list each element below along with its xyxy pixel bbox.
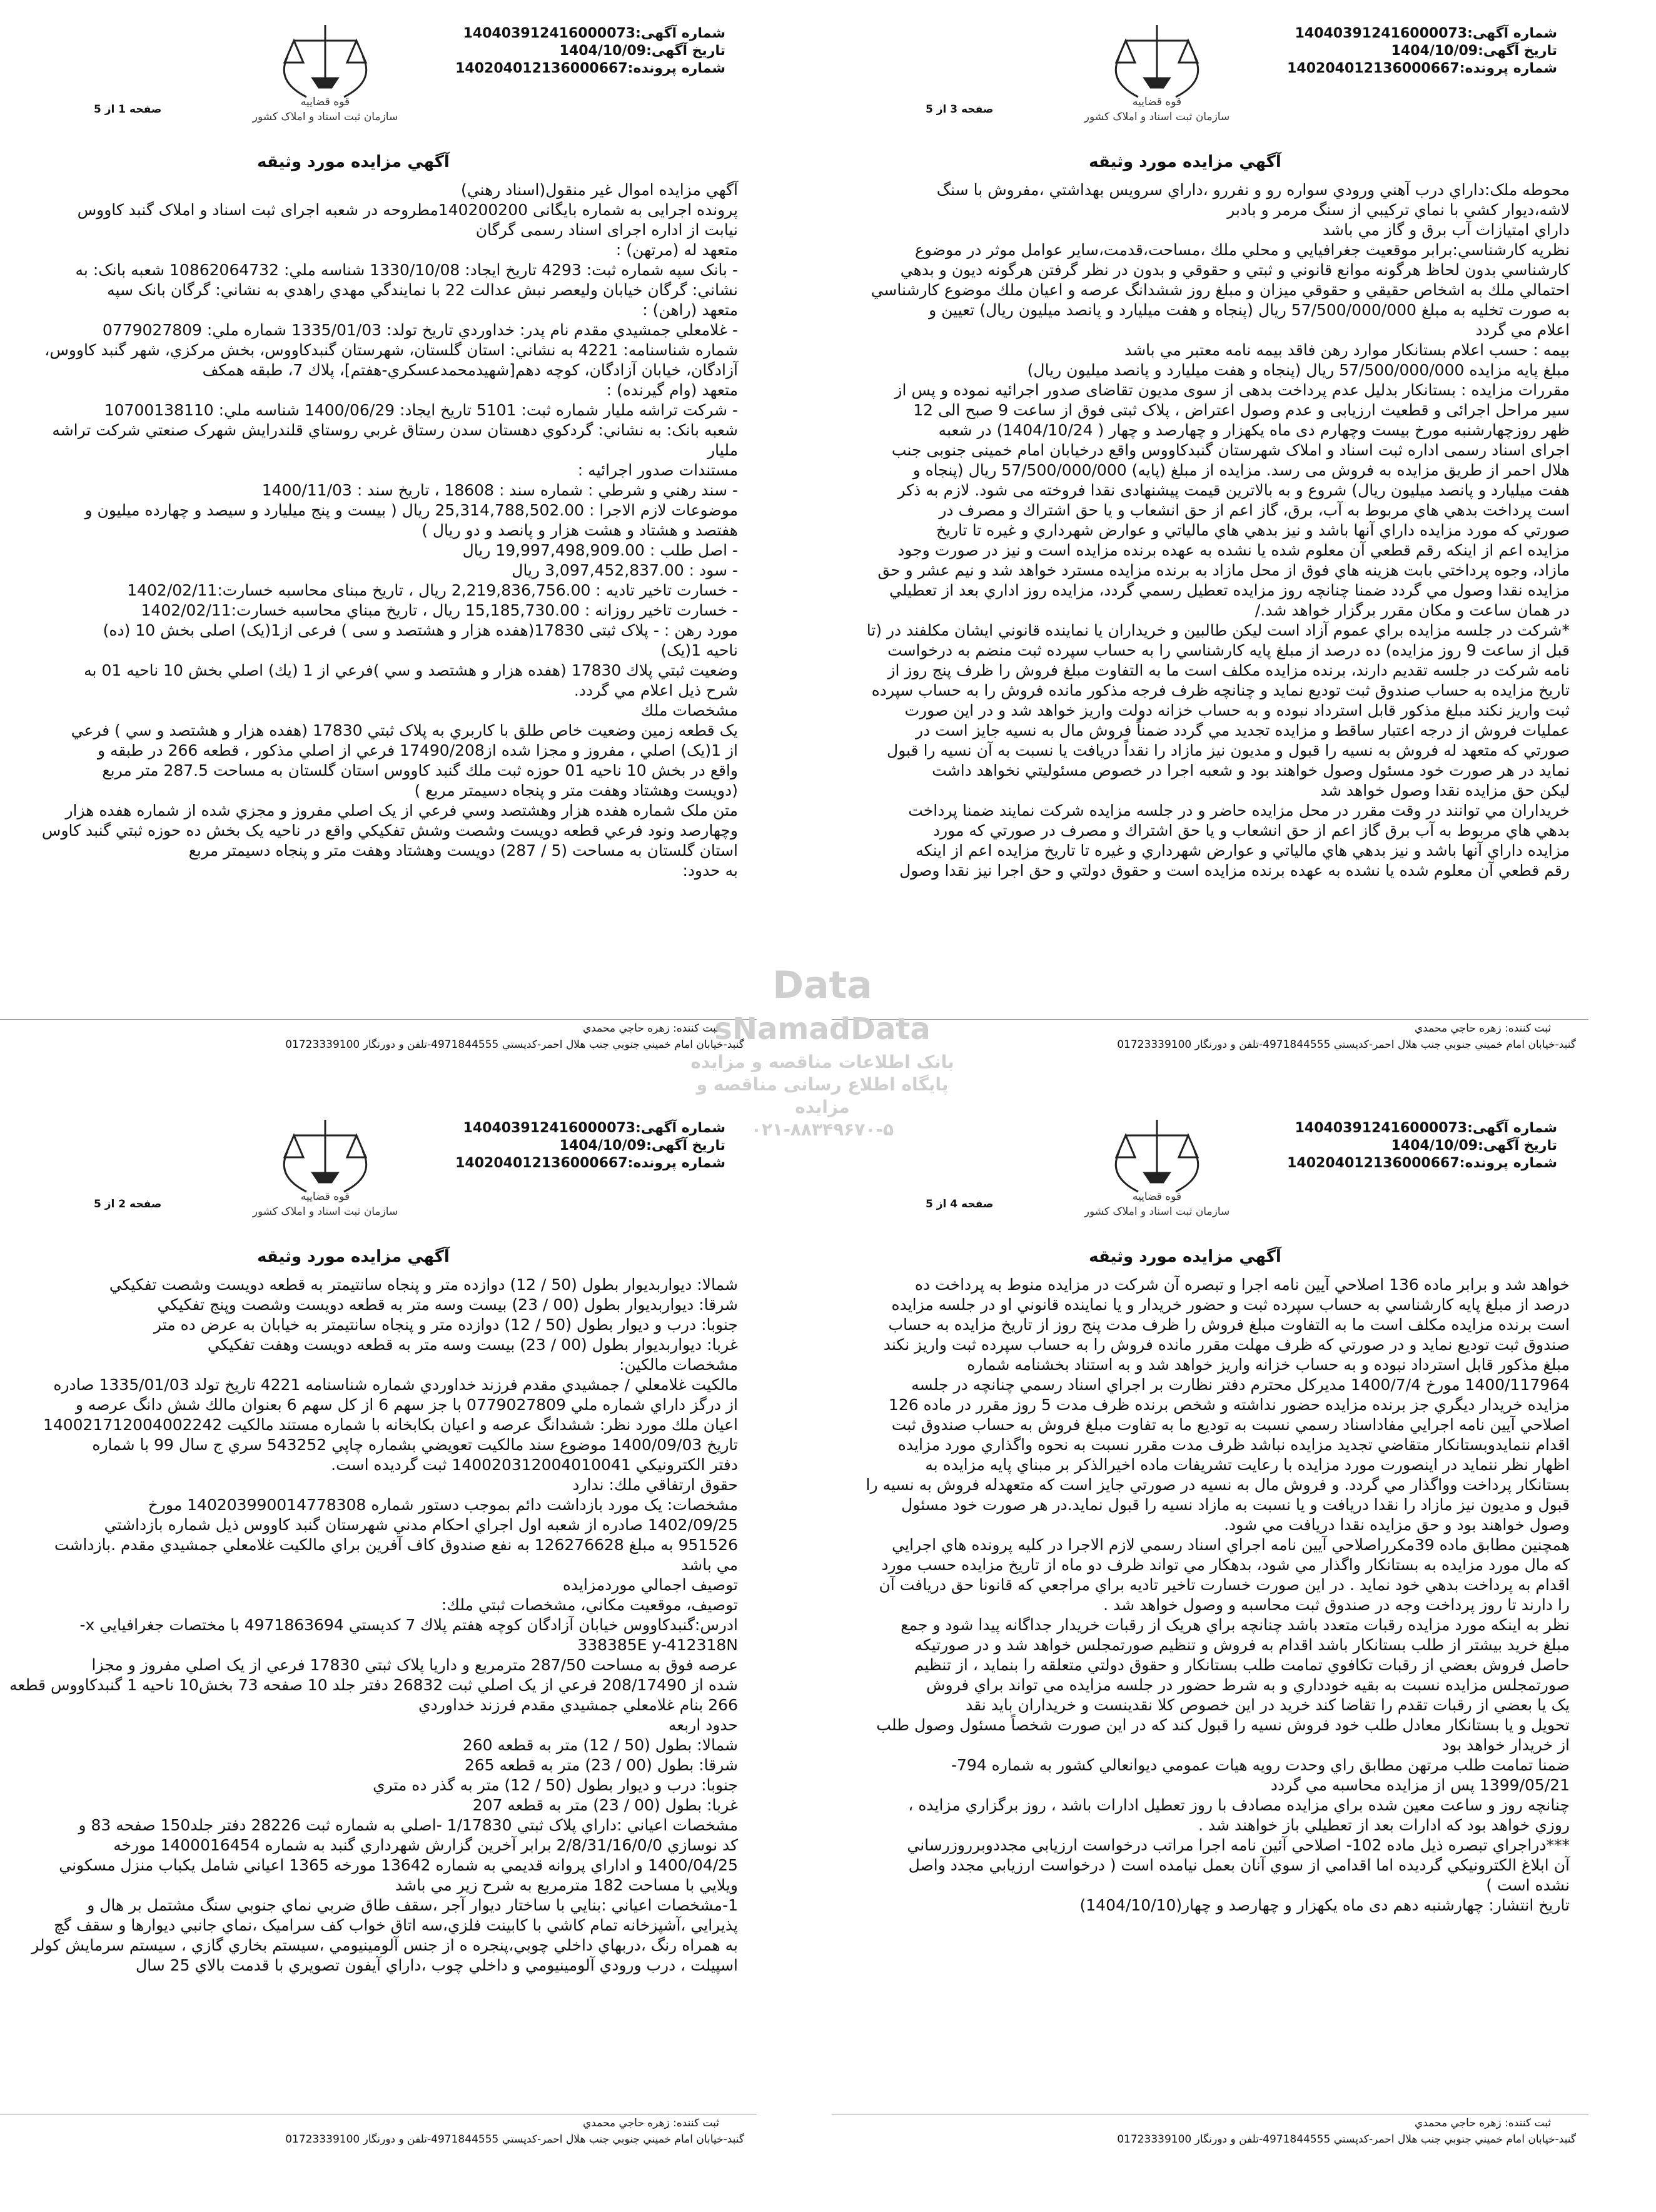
- text-line: حاصل فروش بعضي از رقبات تکافوي تمامت طلب بستانکار و حقوق دولتي متعلقه را بنمايد ، از تنظيم: [914, 1656, 1570, 1674]
- text-line: دفتر الكترونيكي 140020312004010041 ثبت گرديده است.: [331, 1456, 738, 1474]
- text-line: - سند رهني و شرطي : شماره سند : 18608 ، تاريخ سند : 1400/11/03: [261, 481, 738, 499]
- text-line: بستانکار پرداخت وواگذار مي گردد. و فروش مال به نسيه در صورتي جايز است که متعهدله فروش به نسيه را: [866, 1476, 1570, 1494]
- text-line: اظهار نظر ننمايد در اينصورت مورد مزايده با رعايت تشريفات ماده اخيرالذکر بر مبناي پايه مزايده به: [925, 1456, 1570, 1474]
- text-line: آزادگان، خيابان آزادگان، كوچه دهم[شهيدمحمدعسكري-هفتم]، پلاك 7، طبقه همكف: [202, 361, 738, 379]
- text-line: نشاني: گرگان خيابان وليعصر نبش عدالت 22 با نمايندگي مهدي راهدي به نشاني: گرگان بانک سپه: [107, 281, 738, 299]
- text-line: مشخصات اعياني :داراي پلاک ثبتي 1/17830 -اصلي به شماره ثبت 28226 دفتر جلد150 صفحه 83 و: [78, 1816, 738, 1834]
- text-line: متعهد له (مرتهن) :: [615, 241, 738, 259]
- text-line: يک يا بعضي از رقبات تقدم را تقاضا کند خريد در اين خصوص کلا نقدينست و خريداران بايد نقد: [966, 1696, 1570, 1714]
- text-line: پرونده اجرایی به شماره بایگانی 140200200مطروحه در شعبه اجرای ثبت اسناد و املاک گنبد کاووس: [77, 201, 738, 219]
- text-line: از خريدار خواهد بود: [1442, 1736, 1570, 1754]
- text-line: واقع در بخش 10 ناحيه 01 حوزه ثبت ملك گنبد كاووس استان گلستان به مساحت 287.5 متر مربع: [102, 761, 738, 779]
- text-line: موضوعات لازم الاجرا : 25,314,788,502.00 ريال ( بيست و پنج ميليارد و سيصد و چهارده ميليون و: [84, 501, 738, 519]
- page-3-panel: [832, 6, 1588, 1057]
- text-line: از 1(يک) اصلي ، مفروز و مجزا شده از17490/208 فرعي از اصلي مذكور ، قطعه 266 در طبقه و: [97, 741, 738, 759]
- text-line: شمالا: بطول (50 / 12) متر به قطعه 260: [462, 1736, 738, 1754]
- notice-title: آگهي مزايده مورد وثيقه: [257, 1247, 450, 1266]
- text-line: است پرداخت بدهي هاي مربوط به آب، برق، گاز اعم از حق انشعاب و يا حق اشتراك و مصرف در: [939, 501, 1570, 519]
- page-number: صفحه 3 از 5: [926, 103, 994, 116]
- text-line: همچنين مطابق ماده 39مکرراصلاحي آيين نامه اجراي اسناد رسمي لازم الاجرا در کليه پرونده هاي اجرايي: [892, 1536, 1570, 1554]
- text-line: روزي خواهد بود که ادارات بعد از تعطيلي باز خواهند شد .: [1198, 1816, 1570, 1834]
- text-line: مورد رهن : - پلاک ثبتی 17830(هفده هزار و هشتصد و سی ) فرعی از1(یک) اصلی بخش 10 (ده): [103, 621, 738, 639]
- scales-of-justice-icon: [1044, 1114, 1270, 1220]
- notice-body: [6, 180, 750, 881]
- text-line: 1-مشخصات اعياني :بنايي با ساختار ديوار آجر ،سقف طاق ضربي نماي جنوبي سنگ مشتمل بر هال و: [87, 1896, 738, 1914]
- text-line: خواهد شد و برابر ماده 136 اصلاحي آيين نامه اجرا و تبصره آن شرکت در مزايده منوط به پرداخت ده: [914, 1276, 1570, 1294]
- page-footer: ثبت کننده: زهره حاجي محمدي گنبد-خيابان امام خميني جنوبي جنب هلال احمر-کدپستي 4971844555-تلفن و دورنگار 01723339100: [0, 2114, 757, 2152]
- notice-body: [838, 1275, 1582, 1915]
- watermark: Data sNamadData بانک اطلاعات مناقصه و مزایده پایگاه اطلاع رسانی مناقصه و مزایده ۰۲۱-۸۸۳۴۹۶۷۰-۵: [690, 963, 954, 1140]
- page-header: [6, 6, 750, 150]
- ad-meta: شماره آگهی:140403912416000073 تاریخ آگهی:1404/10/09 شماره پرونده:140204012136000667: [455, 1120, 725, 1171]
- page-footer: ثبت کننده: زهره حاجي محمدي گنبد-خيابان امام خميني جنوبي جنب هلال احمر-کدپستي 4971844555-تلفن و دورنگار 01723339100: [832, 1019, 1588, 1057]
- text-line: جنوبا: درب و ديوار بطول (50 / 12) دوازده متر و پنجاه سانتيمتر به خيابان به عرض ده متر: [153, 1316, 738, 1334]
- svg-text:سازمان ثبت اسناد و املاک کشور: سازمان ثبت اسناد و املاک کشور: [1084, 111, 1230, 123]
- text-line: ويلايي با مساحت 182 مترمربع به شرح زير مي باشد: [395, 1876, 738, 1894]
- svg-text:قوه قضاییه: قوه قضاییه: [300, 1190, 350, 1203]
- text-line: مشخصات: يک مورد بازداشت دائم بموجب دستور شماره 140203990014778308 مورخ: [148, 1496, 738, 1514]
- text-line: 1400/117964 مورخ 1400/7/4 مديرکل محترم دفتر نظارت بر اجراي اسناد رسمي چنانچه در جلسه: [911, 1376, 1570, 1394]
- text-line: عمليات فروش از درجه اعتبار ساقط و مزايده تجديد مي گردد ضمناً فروش مال به نسيه جايز است در: [916, 721, 1570, 739]
- page-number: صفحه 1 از 5: [94, 103, 162, 116]
- text-line: يک قطعه زمين وضعيت خاص طلق با كاربري به پلاک ثبتي 17830 (هفده هزار و هشتصد و سي ) فرعي: [71, 721, 738, 739]
- text-line: ليکن حق مزايده نقدا وصول خواهد شد: [1320, 781, 1570, 799]
- scales-of-justice-icon: [1044, 19, 1270, 125]
- text-line: 1402/09/25 صادره از شعبه اول اجراي احكام مدني شهرستان گنبد كاووس ذيل شماره بازداشتي: [104, 1516, 738, 1534]
- notice-title: آگهي مزايده مورد وثيقه: [257, 153, 450, 171]
- text-line: متعهد (راهن) :: [642, 301, 738, 319]
- text-line: مزايده داراي آنها باشد و نيز بدهي هاي مالياتي و عوارض شهرداري و غيره تا تاريخ مزايده اعم از اينكه: [916, 841, 1570, 860]
- text-line: - اصل طلب : 19,997,498,909.00 ريال: [462, 541, 738, 559]
- text-line: آگهي مزايده اموال غير منقول(اسناد رهني): [460, 181, 738, 199]
- text-line: مزايده خريدار ديگري جز برنده مزايده حضور نداشته و شخص برنده ظرف مدت 5 روز مقرر در ماده 126: [888, 1396, 1570, 1414]
- page-footer: ثبت کننده: زهره حاجي محمدي گنبد-خيابان امام خميني جنوبي جنب هلال احمر-کدپستي 4971844555-تلفن و دورنگار 01723339100: [832, 2114, 1588, 2152]
- text-line: چنانچه روز و ساعت معين شده براي مزايده مصادف با روز تعطيل ادارات باشد ، روز برگزاري مزايده ،: [908, 1796, 1570, 1814]
- notice-body: [838, 180, 1582, 881]
- text-line: *شرکت در جلسه مزايده براي عموم آزاد است ليکن طالبين و خريداران يا نماينده قانوني ايشان مکلفند در (تا: [866, 621, 1570, 639]
- text-line: شده از 208/17490 فرعي از يک اصلي ثبت 26832 دفتر جلد 10 صفحه 73 بخش10 ناحيه 1 گنبدكاووس قطعه: [9, 1676, 738, 1694]
- page-2-panel: [0, 1101, 757, 2152]
- svg-text:قوه قضاییه: قوه قضاییه: [300, 96, 350, 108]
- text-line: احتمالي ملك به اشخاص حقيقي و حقوقي ميزان و مبلغ روز ششدانگ عرصه و اعيان ملك موضوع كارشناسي: [871, 281, 1570, 299]
- text-line: از درگز داراي شماره ملي 0779027809 با جز سهم 6 از كل سهم 6 بعنوان مالك شش دانگ عرصه و: [75, 1396, 738, 1414]
- text-line: به همراه رنگ ،دربهاي داخلي چوبي،پنجره ه از جنس آلومينيومي ،سيستم بخاري گازي ، سيستم سرمايش كولر: [31, 1936, 738, 1954]
- text-line: صندوق ثبت توديع نمايد و در صورتي که ظرف مهلت مقرر مانده فروش را به حساب سپرده ثبت واريز نکند: [883, 1336, 1570, 1354]
- text-line: قبول و مديون نيز مازاد را نقدا دريافت و يا نسبت به مازاد نسيه را قبول نمايد.در هر صورت خود مسئول: [901, 1496, 1570, 1514]
- text-line: 338385E y-412318N: [577, 1636, 738, 1654]
- text-line: بدهي هاي مربوط به آب برق گاز اعم از حق انشعاب و يا حق اشتراك و مصرف در صورتي كه مورد: [932, 821, 1570, 840]
- text-line: مستندات صدور اجرائیه :: [577, 461, 738, 479]
- page-header: [838, 6, 1582, 150]
- text-line: اجرای اسناد رسمی اداره ثبت اسناد و املاک شهرستان گنبدکاووس واقع درخیابان امام خمینی جنوبی جنب: [891, 441, 1570, 459]
- text-line: بيمه : حسب اعلام بستانكار موارد رهن فاقد بيمه نامه معتبر مي باشد: [1124, 341, 1570, 359]
- text-line: جنوبا: درب و ديوار بطول (50 / 12) متر به گذر ده متري: [373, 1776, 738, 1794]
- text-line: مزايده اعم از اينكه رقم قطعي آن معلوم شده يا نشده به عهده برنده مزايده است و نيز در صورت وجود: [897, 541, 1570, 559]
- page-1-panel: [0, 6, 757, 1057]
- text-line: نمايد در هر صورت خود مسئول وصول خواهند بود و شعبه اجرا در خصوص مسئوليتي نخواهد داشت: [932, 761, 1570, 779]
- judiciary-logo: [213, 1114, 438, 1220]
- text-line: قبل از ساعت 9 روز مزايده) ده درصد از مبلغ پايه کارشناسي را به حساب سپرده ثبت منضم به درخواست: [887, 641, 1570, 659]
- text-line: در همان ساعت و مكان مقرر برگزار خواهد شد./: [1255, 601, 1570, 619]
- text-line: به صورت تخليه به مبلغ 57/500/000/000 ريال (پنجاه و هفت ميليارد و پانصد ميليون ريال) تعيين و: [929, 301, 1570, 319]
- text-line: ناحيه 1(يک): [660, 641, 738, 659]
- text-line: نظريه كارشناسي:برابر موقعيت جغرافيايي و محلي ملك ،مساحت،قدمت،ساير عوامل موثر در موضوع: [915, 241, 1570, 259]
- text-line: شمالا: ديواربديوار بطول (50 / 12) دوازده متر و پنجاه سانتيمتر به قطعه دويست وشصت تفكيكي: [109, 1276, 738, 1294]
- text-line: وصول خواهند بود و حق مزايده نقدا دريافت مي شود.: [1224, 1516, 1570, 1534]
- svg-text:قوه قضاییه: قوه قضاییه: [1132, 96, 1182, 108]
- text-line: لاشه،ديوار كشي با نماي تركيبي از سنگ مرمر و بادبر: [1227, 201, 1570, 219]
- scales-of-justice-icon: [213, 19, 438, 125]
- text-line: مي باشد: [681, 1556, 738, 1574]
- text-line: مبلغ پايه مزايده 57/500/000/000 ريال (پنجاه و هفت ميليارد و پانصد ميليون ريال): [1027, 361, 1570, 379]
- text-line: (دويست وهشتاد وهفت متر و پنجاه دسيمتر مربع ): [414, 781, 738, 799]
- text-line: - شرکت تراشه مليار شماره ثبت: 5101 تاريخ ايجاد: 1400/06/29 شناسه ملي: 10700138110: [104, 401, 738, 419]
- notice-body: [6, 1275, 750, 1976]
- text-line: متعهد (وام گيرنده) :: [606, 381, 738, 399]
- text-line: به حدود:: [682, 861, 738, 880]
- text-line: - خسارت تاخیر تادیه : 2,219,836,756.00 ریال ، تاریخ مبنای محاسبه خسارت:1402/02/11: [127, 581, 738, 599]
- text-line: نامه شرکت در جلسه تقديم دارند، برنده مزايده مکلف است ما به التفاوت مبلغ فروش را ظرف پنج روز از: [887, 661, 1570, 679]
- text-line: است برنده مزايده مکلف است ما به التفاوت مبلغ فروش را ظرف مدت پنج روز از تاريخ مزايده به حساب: [888, 1316, 1570, 1334]
- text-line: داراي امتيازات آب برق و گاز مي باشد: [1322, 221, 1570, 239]
- text-line: مبلغ خريد بيشتر از طلب بستانکار باشد اقدام به فروش و تنظيم صورتمجلس خواهد شد و در صورتيکه: [914, 1636, 1570, 1654]
- notice-title: آگهي مزايده مورد وثيقه: [1089, 1247, 1281, 1266]
- text-line: حقوق ارتفاقي ملك: ندارد: [572, 1476, 738, 1494]
- text-line: توصيف، موقعيت مكاني، مشخصات ثبتي ملك:: [441, 1596, 738, 1614]
- text-line: صورتي که متعهد له فروش به نسيه را قبول و مديون نيز مازاد را نقداً دريافت يا نسبت به آن نسيه را قبول: [887, 741, 1570, 759]
- text-line: اقدام به پرداخت بدهي خود نمايد . در اين صورت خسارت تاخير تاديه براي مراجعي که قانونا حق دريافت آن: [879, 1576, 1570, 1594]
- text-line: نظر به اينکه مورد مزايده رقبات متعدد باشد چنانچه براي هريک از رقبات خريدار جداگانه پيدا شود و جمع: [901, 1616, 1570, 1634]
- text-line: وضعيت ثبتي پلاك 17830 (هفده هزار و هشتصد و سي )فرعي از 1 (يك) اصلي بخش 10 ناحيه 01 به: [84, 661, 738, 679]
- judiciary-logo: [1044, 19, 1270, 125]
- text-line: ظهر روزچهارشنبه مورخ بیست وچهارم دی ماه یکهزار و چهارصد و چهار ( 1404/10/24) در شعبه: [938, 421, 1570, 439]
- text-line: غربا: بطول (00 / 23) متر به قطعه 207: [472, 1796, 738, 1814]
- text-line: صورتمجلس مزايده نسبت به بقيه خودداري و به شرط حضور در جلسه مزايده مي تواند براي فروش: [926, 1676, 1570, 1694]
- text-line: را دارند تا روز پرداخت وجه در صندوق ثبت محاسبه و وصول خواهد شد .: [1103, 1596, 1570, 1614]
- page-footer: ثبت کننده: زهره حاجي محمدي گنبد-خيابان امام خميني جنوبي جنب هلال احمر-کدپستي 4971844555-تلفن و دورنگار 01723339100: [0, 1019, 757, 1057]
- text-line: اسپيلت ، درب ورودي آلومينيومي و داخلي چوب ،داراي آيفون تصويري با قدمت بالاي 25 سال: [136, 1956, 738, 1974]
- text-line: محوطه ملک:داراي درب آهني ورودي سواره رو و نفررو ،داراي سرويس بهداشتي ،مفروش با سنگ: [936, 181, 1570, 199]
- text-line: شرح ذيل اعلام مي گردد.: [573, 681, 738, 699]
- text-line: شعبه بانک: به نشاني: گردکوي دهستان سدن رستاق غربي روستاي قلندرايش شهرک صنعتي شرکت تراشه: [52, 421, 738, 439]
- page-number: صفحه 4 از 5: [926, 1198, 994, 1210]
- text-line: تحويل و يا بستانکار معادل طلب خود فروش نسيه را قبول کند که در اين صورت شخصاً مسئول وصول طلب: [876, 1716, 1570, 1734]
- text-line: مشخصات ملك: [640, 701, 738, 719]
- page-header: [6, 1101, 750, 1245]
- judiciary-logo: [213, 19, 438, 125]
- text-line: اعلام مي گردد: [1475, 321, 1570, 339]
- text-line: كارشناسي بدون لحاظ هرگونه موانع قانوني و ثبتي و حقوقي و بدون در نظر گرفتن هرگونه ديون و بدهي: [900, 261, 1570, 279]
- text-line: - بانک سپه شماره ثبت: 4293 تاريخ ايجاد: 1330/10/08 شناسه ملي: 10862064732 شعبه بانک: به: [75, 261, 738, 279]
- page-number: صفحه 2 از 5: [94, 1198, 162, 1210]
- text-line: خريداران مي توانند در وقت مقرر در محل مزايده حاضر و در جلسه مزايده شركت نمايند ضمنا پرداخت: [908, 801, 1570, 819]
- text-line: نیابت از اداره اجرای اسناد رسمی گرگان: [475, 221, 738, 239]
- text-line: هفت میلیارد و پانصد میلیون ریال) شروع و به بالاترین قیمت پیشنهادی نقدا فروخته می شود. لازم به ذکر: [897, 481, 1570, 499]
- text-line: استان گلستان به مساحت (5 / 287) دويست وهشتاد وهفت متر و پنجاه دسيمتر مربع: [188, 841, 738, 860]
- text-line: ***دراجراي تبصره ذيل ماده 102- اصلاحي آئين نامه اجرا مراتب درخواست ارزيابي مجددوبرروزرساني: [907, 1836, 1570, 1854]
- text-line: وچهارصد ونود فرعي قطعه دويست وشصت وشش تفکيکي واقع در ناحيه يک بخش ده حوزه ثبتي گنبد کاوس: [41, 821, 738, 840]
- text-line: اصلاحي آيين نامه اجرايي مفاداسناد رسمي نسبت به توديع ما به تفاوت مبلغ فروش به حساب صندوق ثبت: [891, 1416, 1570, 1434]
- text-line: - سود : 3,097,452,837.00 ريال: [512, 561, 738, 579]
- text-line: کد نوسازي 2/8/31/16/0/0 برابر آخرين گزارش شهرداري گنبد به شماره 1400016454 مورخه: [113, 1836, 738, 1854]
- ad-meta: شماره آگهی:140403912416000073 تاریخ آگهی:1404/10/09 شماره پرونده:140204012136000667: [455, 26, 725, 76]
- text-line: تاريخ مزايده به حساب صندوق ثبت توديع نمايد و چنانچه ظرف فرجه مذکور مانده فروش را به حساب سپرده: [871, 681, 1570, 699]
- text-line: اعيان ملك مورد نظر: ششدانگ عرصه و اعيان بكابخانه با شماره مستند مالكيت 140021712004002242: [43, 1416, 738, 1434]
- text-line: درصد از مبلغ پايه کارشناسي به حساب سپرده ثبت و حضور خريدار و يا نماينده قانوني او در جلسه مزايده: [891, 1296, 1570, 1314]
- text-line: که مال مورد مزايده به بستانکار واگذار مي شود، بدهکار مي تواند ظرف دو ماه از تاريخ مزايده حسب مورد: [881, 1556, 1570, 1574]
- svg-text:قوه قضاییه: قوه قضاییه: [1132, 1190, 1182, 1203]
- text-line: اقدام ننمايدوبستانکار متقاضي تجديد مزايده نباشد ظرف مدت مقرر نسبت به نحوه واگذاري مورد مزايده: [897, 1436, 1570, 1454]
- ad-meta: شماره آگهی:140403912416000073 تاریخ آگهی:1404/10/09 شماره پرونده:140204012136000667: [1287, 26, 1557, 76]
- notice-title: آگهي مزايده مورد وثيقه: [1089, 153, 1281, 171]
- text-line: آن ابلاغ الکترونيکي گرديده اما اقدامي از سوي آنان بعمل نيامده است ( درخواست ارزيابي مجدد واصل: [908, 1856, 1570, 1874]
- text-line: 1399/05/21 پس از مزايده محاسبه مي گردد: [1270, 1776, 1570, 1794]
- svg-text:سازمان ثبت اسناد و املاک کشور: سازمان ثبت اسناد و املاک کشور: [1084, 1205, 1230, 1218]
- text-line: پذيرايي ،آشپزخانه تمام كاشي با كابينت فلزي،سه اتاق خواب كف سراميک ،نماي جانبي ديوارها و سقف گچ: [54, 1916, 738, 1934]
- text-line: مشخصات مالكين:: [618, 1356, 738, 1374]
- text-line: تاريخ انتشار: چهارشنبه دهم دی ماه یکهزار و چهارصد و چهار(1404/10/10): [1079, 1896, 1570, 1914]
- text-line: متن ملک شماره هفده هزار وهشتصد وسي فرعي از يک اصلي مفروز و مجزي شده از شماره هفده هزار: [65, 801, 738, 819]
- ad-meta: شماره آگهی:140403912416000073 تاریخ آگهی:1404/10/09 شماره پرونده:140204012136000667: [1287, 1120, 1557, 1171]
- text-line: هفتصد و هشتاد و هشت هزار و پانصد و دو ريال ): [422, 521, 738, 539]
- text-line: - غلامعلي جمشيدي مقدم نام پدر: خداوردي تاريخ تولد: 1335/01/03 شماره ملي: 0779027809: [102, 321, 738, 339]
- scales-of-justice-icon: [213, 1114, 438, 1220]
- svg-text:سازمان ثبت اسناد و املاک کشور: سازمان ثبت اسناد و املاک کشور: [252, 1205, 398, 1218]
- text-line: مازاد، وجوه پرداختي بابت هزينه هاي فوق از محل مازاد به برنده مزايده مسترد خواهد شد و نيم عشر و حق: [877, 561, 1570, 579]
- text-line: حدود اربعه: [668, 1716, 738, 1734]
- text-line: ثبت واريز نکند مبلغ مذکور قابل استرداد نبوده و به حساب خزانه دولت واريز خواهد شد و در اين صورت: [904, 701, 1570, 719]
- text-line: مزايده نقدا وصول مي گردد ضمنا چنانچه روز مزايده تعطيل رسمي گردد، مزايده روز اداري بعد از تعطيلي: [889, 581, 1570, 599]
- text-line: مقررات مزایده : بستانکار بدلیل عدم پرداخت بدهی از سوی مدیون تقاضای صدور اجرائیه نموده و پس از: [894, 381, 1570, 399]
- text-line: توصيف اجمالي موردمزايده: [562, 1576, 738, 1594]
- text-line: سیر مراحل اجرائی و قطعیت ارزیابی و عدم وصول اعتراض ، پلاک ثبتی فوق از ساعت 9 صبح الی 12: [913, 401, 1570, 419]
- text-line: عرصه فوق به مساحت 287/50 مترمربع و داريا پلاک ثبتي 17830 فرعي از يک اصلي مفروز و مجزا: [91, 1656, 738, 1674]
- judiciary-logo: [1044, 1114, 1270, 1220]
- svg-text:سازمان ثبت اسناد و املاک کشور: سازمان ثبت اسناد و املاک کشور: [252, 111, 398, 123]
- text-line: ضمنا تمامت طلب مرتهن مطابق راي وحدت رويه هيات عمومي ديوانعالي کشور به شماره 794-: [951, 1756, 1570, 1774]
- text-line: 1400/04/25 و اداراي پروانه قديمي به شماره 13642 مورخه 1365 اعياني شامل يكباب منزل مسكوني: [59, 1856, 738, 1874]
- text-line: رقم قطعي آن معلوم شده يا نشده به عهده برنده مزايده است و حقوق دولتي و حق اجرا نيز نقدا وصول: [899, 861, 1570, 880]
- text-line: مالكيت غلامعلي / جمشيدي مقدم فرزند خداوردي شماره شناسنامه 4221 تاريخ تولد 1335/01/03 صادره: [53, 1376, 738, 1394]
- text-line: مبلغ مذکور قابل استرداد نبوده و به حساب خزانه واريز خواهد شد و به استناد بخشنامه شماره: [967, 1356, 1570, 1374]
- text-line: ادرس:گنبدكاووس خيابان آزادگان كوچه هفتم پلاك 7 كدپستي 4971863694 با مختصات جغرافيايي x-: [79, 1616, 738, 1634]
- text-line: 266 بنام غلامعلي جمشيدي مقدم فرزند خداوردي: [418, 1696, 738, 1714]
- text-line: تاريخ 1400/09/03 موضوع سند مالكيت تعويضي بشماره چاپي 543252 سري ج سال 99 با شماره: [92, 1436, 738, 1454]
- text-line: مليار: [707, 441, 738, 459]
- text-line: شماره شناسنامه: 4221 به نشاني: استان گلستان، شهرستان گنبدكاووس، بخش مركزي، شهر گنبد کاووس،: [44, 341, 738, 359]
- text-line: غربا: ديواربديوار بطول (00 / 23) بيست وسه متر به قطعه دويست وهفت تفكيكي: [207, 1336, 738, 1354]
- text-line: 951526 به مبلغ 126276628 به نفع صندوق كاف آفرين براي مالكيت غلامعلي جمشيدي مقدم .بازداشت: [54, 1536, 738, 1554]
- text-line: - خسارت تاخير روزانه : 15,185,730.00 ريال ، تاريخ مبناي محاسبه خسارت:1402/02/11: [141, 601, 738, 619]
- text-line: شرقا: بطول (00 / 23) متر به قطعه 265: [464, 1756, 738, 1774]
- text-line: شرقا: ديواربديوار بطول (00 / 23) بيست وسه متر به قطعه دويست وشصت وپنج تفكيكي: [157, 1296, 738, 1314]
- text-line: نشده است ): [1486, 1876, 1570, 1894]
- text-line: صورتي كه مورد مزايده داراي آنها باشد و نيز بدهي هاي مالياتي و عوارض شهرداري و غيره تا تاريخ: [936, 521, 1570, 539]
- text-line: هلال احمر از طریق مزایده به فروش می رسد. مزایده از مبلغ (پایه) 57/500/000/000 ریال (پنجاه و: [912, 461, 1570, 479]
